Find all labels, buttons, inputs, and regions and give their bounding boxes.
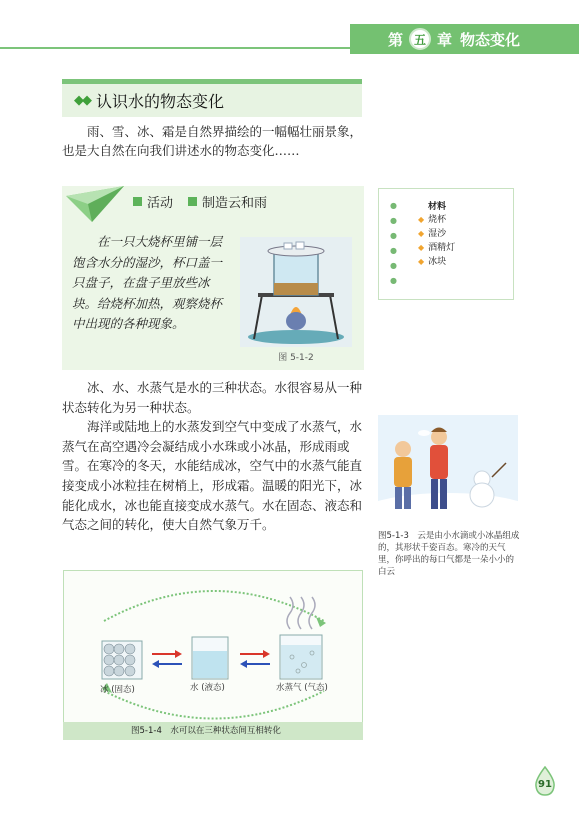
states-cycle-graphic bbox=[64, 571, 364, 723]
activity-label: 活动 bbox=[147, 196, 174, 211]
chapter-title: 物态变化 bbox=[460, 30, 521, 49]
body-paragraph: 海洋或陆地上的水蒸发到空气中变成了水蒸气，水蒸气在高空遇冷会凝结成小水珠或小冰晶，形成雨或雪。在寒冷的冬天，水能结成冰，空气中的水蒸气能直接变成小冰粒挂在树梢上，形成霜。温暖的阳光下，冰能化成水，冰也能直接变成水蒸气。水在固态、液态和气态之间的转化，使大自然气象万千。 bbox=[62, 419, 363, 533]
materials-dots-decoration: ● ● ● ● ● ● bbox=[390, 201, 397, 285]
activity-instructions: 在一只大烧杯里铺一层饱含水分的湿沙，杯口盖一只盘子，在盘子里放些冰块。给烧杯加热，观察烧杯中出现的各种现象。 bbox=[72, 234, 223, 331]
chapter-number-badge: 五 bbox=[409, 28, 431, 50]
body-text bbox=[62, 378, 368, 535]
liquid-label: 水 (液态) bbox=[190, 683, 225, 693]
list-item: ◆ 湿沙 bbox=[418, 227, 455, 241]
diamond-bullet-icon: ◆◆ bbox=[74, 93, 90, 108]
list-item: ◆ 冰块 bbox=[418, 255, 455, 269]
materials-list bbox=[418, 213, 455, 269]
list-item: ◆ 烧杯 bbox=[418, 213, 455, 227]
body-paragraph: 冰、水、水蒸气是水的三种状态。水很容易从一种状态转化为另一种状态。 bbox=[62, 380, 363, 415]
beaker-experiment-illustration bbox=[240, 237, 352, 347]
chapter-suffix: 章 bbox=[437, 30, 453, 49]
chapter-header bbox=[350, 24, 579, 54]
square-bullet-icon bbox=[188, 197, 197, 206]
figure-caption: 图5-1-4 水可以在三种状态间互相转化 bbox=[63, 722, 363, 740]
section-heading bbox=[62, 84, 362, 117]
solid-label: 冰 (固态) bbox=[100, 685, 135, 695]
figure-caption: 图5-1-3 云是由小水滴或小冰晶组成的，其形状千姿百态。寒冷的天气里，你呼出的每口气都是一朵小小的白云 bbox=[378, 531, 520, 577]
header-rule bbox=[0, 47, 350, 49]
water-states-diagram bbox=[63, 570, 363, 740]
figure-caption: 图 5-1-2 bbox=[278, 353, 314, 363]
snow-scene-illustration bbox=[378, 415, 518, 525]
list-item: ◆ 酒精灯 bbox=[418, 241, 455, 255]
activity-title: 制造云和雨 bbox=[202, 196, 268, 211]
chapter-prefix: 第 bbox=[388, 30, 404, 49]
materials-title: 材料 bbox=[428, 202, 447, 212]
section-title: 认识水的物态变化 bbox=[96, 92, 225, 111]
page-number: 91 bbox=[538, 779, 552, 790]
paper-plane-icon bbox=[64, 182, 126, 224]
square-bullet-icon bbox=[133, 197, 142, 206]
activity-heading bbox=[128, 192, 267, 211]
gas-label: 水蒸气 (气态) bbox=[276, 683, 328, 693]
intro-paragraph: 雨、雪、冰、霜是自然界描绘的一幅幅壮丽景象，也是大自然在向我们讲述水的物态变化…… bbox=[62, 124, 363, 158]
